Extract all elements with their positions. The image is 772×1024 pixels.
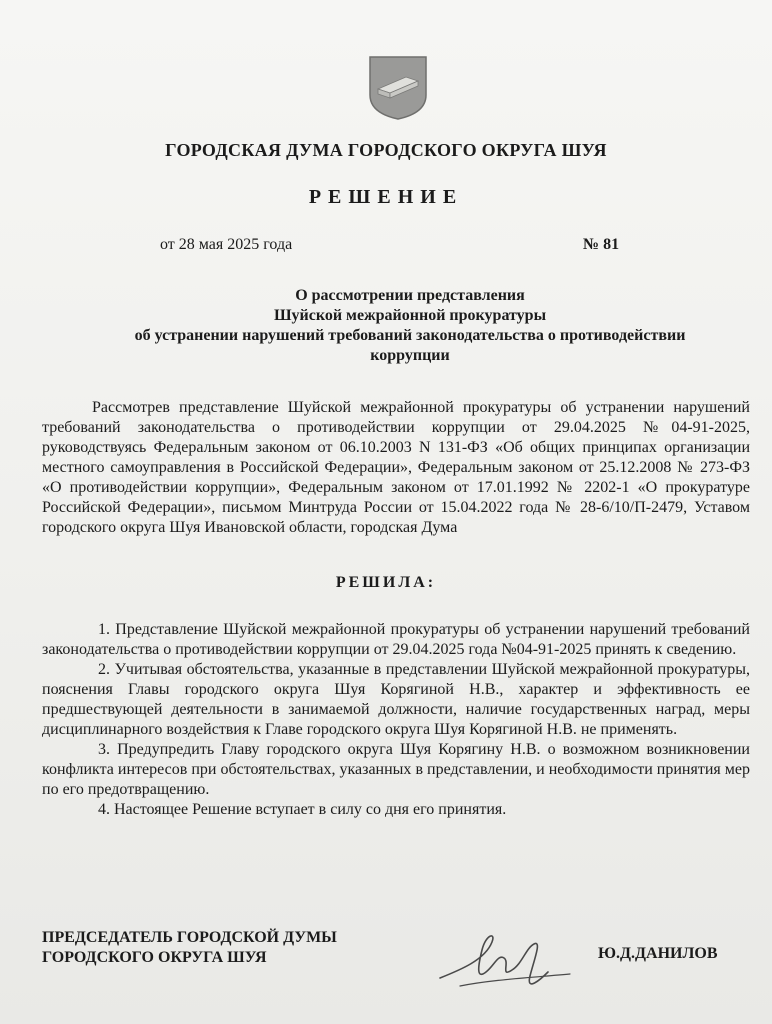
decision-item: 4. Настоящее Решение вступает в силу со дня его принятия. (98, 801, 507, 818)
decision-date: от 28 мая 2025 года (160, 236, 293, 253)
decision-number: № 81 (583, 236, 620, 253)
decision-items (42, 620, 750, 820)
org-title: ГОРОДСКАЯ ДУМА ГОРОДСКОГО ОКРУГА ШУЯ (165, 140, 607, 160)
coat-of-arms-emblem (368, 55, 428, 121)
signatory-position-line: ГОРОДСКОГО ОКРУГА ШУЯ (42, 949, 267, 966)
decision-item: 2. Учитывая обстоятельства, указанные в представлении Шуйской межрайонной прокуратуры, пояснения Главы городского округа Шуя Корягиной Н.В., характер и эффективность ее предшествующей деятельности в занимаемой должности, наличие государственных наград, меры дисциплинарного воздействия к Главе городского округа Шуя Корягиной Н.В. не применять. (42, 661, 750, 738)
signatory-name: Ю.Д.ДАНИЛОВ (598, 945, 718, 962)
decision-item: 1. Представление Шуйской межрайонной прокуратуры об устранении нарушений требований законодательства о противодействии коррупции от 29.04.2025 года №04-91-2025 принять к сведению. (42, 621, 750, 658)
handwritten-signature (430, 920, 580, 1000)
subject-line: Шуйской межрайонной прокуратуры (273, 307, 547, 324)
decision-item: 3. Предупредить Главу городского округа Шуя Корягину Н.В. о возможном возникновении конфликта интересов при обстоятельствах, указанных в представлении, и необходимости принятия мер по его предотвращению. (42, 741, 750, 798)
doc-type-title: РЕШЕНИЕ (308, 186, 464, 208)
decision-subject (60, 286, 760, 366)
subject-line: об устранении нарушений требований законодательства о противодействии (134, 327, 686, 344)
preamble-paragraph: Рассмотрев представление Шуйской межрайонной прокуратуры об устранении нарушений требований законодательства о противодействии коррупции от 29.04.2025 №04-91-2025, руководствуясь Федеральным законом от 06.10.2003 N 131-ФЗ «Об общих принципах организации местного самоуправления в Российской Федерации», Федеральным законом от 25.12.2008 № 273-ФЗ «О противодействии коррупции», Федеральным законом от 17.01.1992 № 2202-1 «О прокуратуре Российской Федерации», письмом Минтруда России от 15.04.2022 года № 28-6/10/П-2479, Уставом городского округа Шуя Ивановской области, городская Дума (42, 399, 750, 536)
subject-line: О рассмотрении представления (295, 287, 525, 304)
decided-heading: РЕШИЛА: (335, 574, 437, 591)
signatory-position-line: ПРЕДСЕДАТЕЛЬ ГОРОДСКОЙ ДУМЫ (42, 929, 337, 946)
signatory-position (42, 928, 337, 968)
subject-line: коррупции (370, 347, 450, 364)
